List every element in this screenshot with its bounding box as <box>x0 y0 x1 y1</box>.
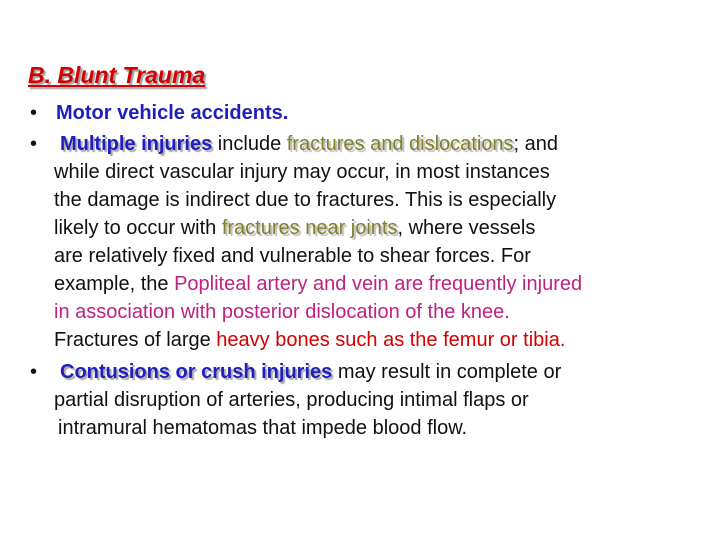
highlight-contusions: Contusions or crush injuries <box>60 361 333 383</box>
bullet-2-line-7 <box>54 298 510 326</box>
bullet-marker: • <box>30 133 38 155</box>
bullet-3-line-1 <box>60 358 561 386</box>
text-run: ; and <box>513 133 559 155</box>
text-run: Fractures of large <box>54 329 217 351</box>
bullet-3-line-2 <box>54 386 529 414</box>
bullet-2-line-1 <box>60 130 558 158</box>
highlight-heavy-bones: heavy bones such as the femur or tibia. <box>216 329 566 351</box>
bullet-2-line-3 <box>54 186 556 214</box>
bullet-marker: • <box>30 102 38 124</box>
bullet-1-line-1 <box>56 99 288 127</box>
text-run: intramural hematomas that impede blood flow. <box>58 417 468 439</box>
highlight-fractures-dislocations: fractures and dislocations <box>286 133 514 155</box>
bullet-2-line-5 <box>54 242 531 270</box>
bullet-2-line-2 <box>54 158 550 186</box>
slide-title: B. Blunt Trauma <box>28 62 206 88</box>
text-run: , where vessels <box>397 217 536 239</box>
text-run: may result in complete or <box>332 361 562 383</box>
bullet-2-line-4 <box>54 214 535 242</box>
text-run: in association with posterior dislocation of the knee. <box>54 301 510 323</box>
text-run: Motor vehicle accidents. <box>56 102 289 124</box>
bullet-2-line-6 <box>54 270 582 298</box>
text-run: include <box>212 133 287 155</box>
bullet-2-line-8 <box>54 326 565 354</box>
text-run: partial disruption of arteries, producing intimal flaps or <box>54 389 529 411</box>
highlight-popliteal: Popliteal artery and vein are frequently injured <box>174 273 583 295</box>
bullet-marker: • <box>30 361 38 383</box>
bullet-3-line-3 <box>58 414 467 442</box>
highlight-fractures-near-joints: fractures near joints <box>221 217 398 239</box>
text-run: are relatively fixed and vulnerable to shear forces. For <box>54 245 531 267</box>
highlight-multiple-injuries: Multiple injuries <box>60 133 213 155</box>
text-run: likely to occur with <box>54 217 222 239</box>
text-run: while direct vascular injury may occur, in most instances <box>54 161 550 183</box>
text-run: the damage is indirect due to fractures. This is especially <box>54 189 557 211</box>
text-run: example, the <box>54 273 175 295</box>
